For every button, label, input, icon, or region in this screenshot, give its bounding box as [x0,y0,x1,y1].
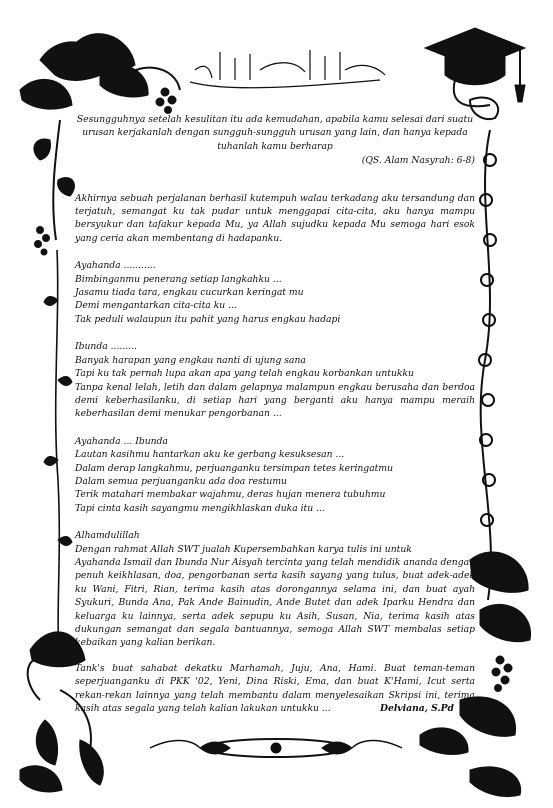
poem-line: Dalam semua perjuanganku ada doa restumu [75,475,287,487]
section-alhamdulillah [75,529,475,650]
poem-line: Jasamu tiada tara, engkau cucurkan keringat mu [75,287,304,299]
quran-verse: Sesungguhnya setelah kesulitan itu ada kemudahan, apabila kamu selesai dari suatu urusan kerjakanlah dengan sungguh-sungguh urusan yang lain, dan hanya kepada tuhanlah kamu berharap [76,114,474,152]
verse-reference: (QS. Alam Nasyrah: 6-8) [361,155,475,167]
poem-line: Demi mengantarkan cita-cita ku ... [75,300,237,312]
graduation-cap-icon [425,28,525,119]
section-ibunda [75,340,475,420]
poem-line: Tapi ku tak pernah lupa akan apa yang telah engkau korbankan untukku [75,368,414,380]
poem-line: Dalam derap langkahmu, perjuanganku tersimpan tetes keringatmu [75,462,393,474]
dedication-content [75,113,475,715]
bismillah-calligraphy [180,40,400,100]
dedication-line: Dengan rahmat Allah SWT jualah Kupersembahkan karya tulis ini untuk [75,543,412,555]
poem-line: Bimbinganmu penerang setiap langkahku ... [75,273,282,285]
section-ayahanda [75,259,475,326]
thanks-paragraph: Tank's buat sahabat dekatku Marhamah, Juju, Ana, Hami. Buat teman-teman seperjuanganku di PKK '02, Yeni, Dina Riski, Ema, dan buat K'Hami, Icut serta rekan-rekan lainnya yang telah membantu dalam menyelesaikan Skripsi ini, terima kasih atas segala yang telah kalian lakukan untukku ... [75,662,475,715]
section-heading: Ibunda ......... [75,341,137,353]
poem-line: Tak peduli walaupun itu pahit yang harus engkau hadapi [75,313,341,325]
poem-line: Lautan kasihmu hantarkan aku ke gerbang kesuksesan ... [75,449,345,461]
section-heading: Ayahanda ........... [75,260,156,272]
section-heading: Ayahanda ... Ibunda [75,435,168,447]
right-scroll-ornament-icon [479,130,496,600]
section-heading: Alhamdulillah [75,530,140,542]
poem-line: Banyak harapan yang engkau nanti di ujung sana [75,354,306,366]
poem-line: Tapi cinta kasih sayangmu mengikhlaskan duka itu ... [75,502,325,514]
bismillah-calligraphy-icon [180,40,400,100]
bottom-center-ornament-icon [150,739,402,757]
intro-paragraph: Akhirnya sebuah perjalanan berhasil kutempuh walau terkadang aku tersandung dan terjatuh, semangat ku tak pudar untuk menggapai cita-cita, aku hanya mampu bersyukur dan tafakur kepada Mu, ya Allah sujudku kepada Mu semoga hari esok yang ceria akan membentang di hadapanku. [75,192,475,244]
author-signature: Delviana, S.Pd [380,703,454,714]
section-ayah-ibu [75,435,475,515]
poem-line: Terik matahari membakar wajahmu, deras hujan menera tubuhmu [75,489,386,501]
poem-line: Tanpa kenal lelah, letih dan dalam gelapnya malampun engkau berusaha dan berdoa demi keberhasilanku, di setiap hari yang berganti aku hanya mampu meraih keberhasilan demi menukar pengorbanan ... [75,381,475,420]
dedication-line: Ayahanda Ismail dan Ibunda Nur Aisyah tercinta yang telah mendidik ananda dengan penuh keikhlasan, doa, pengorbanan serta kasih sayang yang tulus, buat adek-adek ku Wani, Fitri, Rian, terima kasih atas dorongannya selama ini, dan buat ayah Syukuri, Bunda Ana, Pak Ande Bainudin, Ande Butet dan adek Iparku Hendra dan keluarga ku lainnya, serta adek sepupu ku Asih, Susan, Nia, terima kasih atas dukungan semangat dan segala bantuannya, semoga Allah SWT membalas setiap kebaikan yang kalian berikan. [75,556,475,649]
